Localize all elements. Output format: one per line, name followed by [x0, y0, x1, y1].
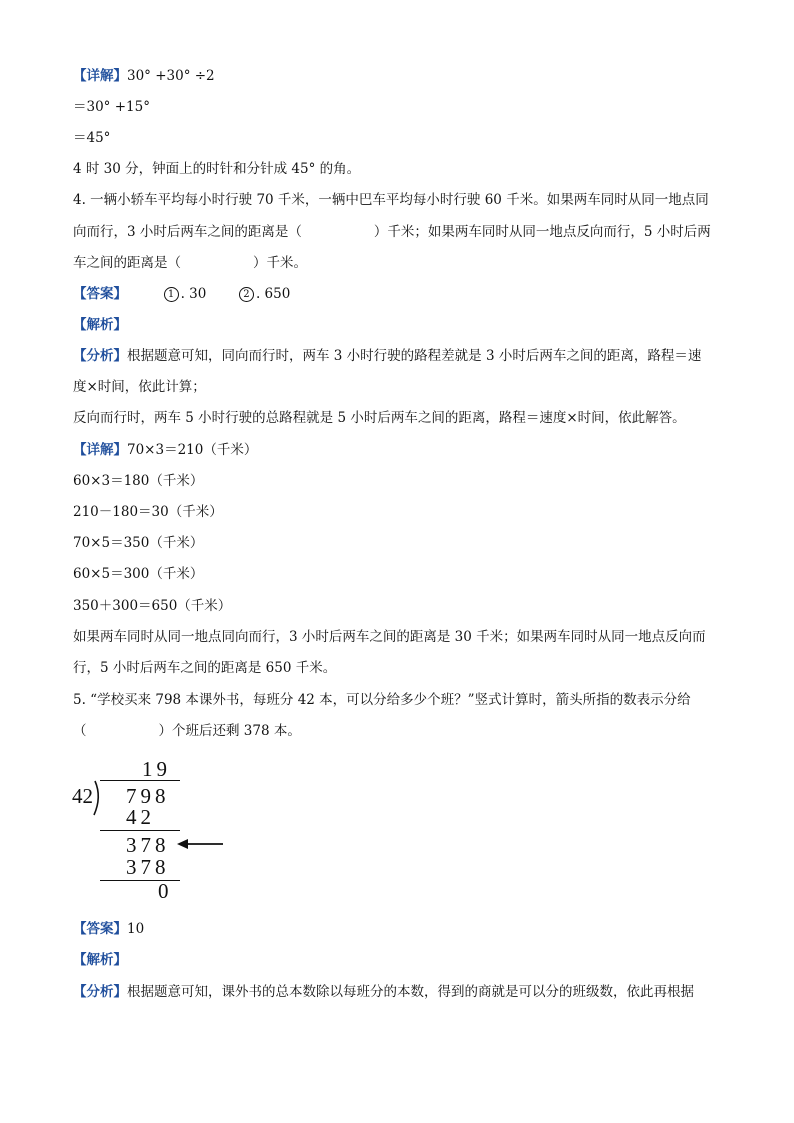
dividend: 798: [126, 784, 170, 808]
answer-value: 10: [127, 921, 145, 937]
detail-line-1: [73, 66, 733, 86]
calc-step: 60×5＝300（千米）: [73, 566, 204, 582]
question-5-line-2: [73, 721, 733, 741]
question-4-text-b: ）千米；如果两车同时从同一地点反向而行，5 小时后两: [373, 224, 711, 240]
divisor: 42: [72, 784, 93, 808]
detail-tag: 【详解】: [73, 442, 127, 458]
answer-value-2: . 650: [255, 286, 291, 302]
analysis-4-line-2: 度×时间，依此计算；: [73, 379, 206, 395]
analysis-heading-5: 【解析】: [73, 952, 127, 968]
analysis-tag: 【分析】: [73, 984, 127, 1000]
detail-tag: 【详解】: [73, 68, 127, 84]
detail-4-line-1: [73, 440, 733, 460]
detail-expression: 30° +30° ÷2: [127, 68, 215, 84]
analysis-text: 根据题意可知，同向而行时，两车 3 小时行驶的路程差就是 3 小时后两车之间的距离，路程＝速: [127, 348, 702, 364]
calc-step: 70×3＝210（千米）: [127, 442, 258, 458]
analysis-4-line-3: 反向而行时，两车 5 小时行驶的总路程就是 5 小时后两车之间的距离，路程＝速度×时间，依此解答。: [73, 410, 686, 426]
question-5-line-1: 5. “学校买来 798 本课外书，每班分 42 本，可以分给多少个班？”竖式计算时，箭头所指的数表示分给: [73, 692, 691, 708]
question-4-line-3: [73, 253, 733, 273]
circled-number-2: 2: [239, 287, 254, 302]
analysis-heading-4: 【解析】: [73, 317, 127, 333]
answer-4: [73, 284, 733, 304]
quotient: 19: [142, 757, 171, 781]
subtraction-line-1: [100, 830, 180, 831]
arrow-left-icon: [176, 836, 224, 852]
calc-step: 350＋300＝650（千米）: [73, 598, 232, 614]
question-4-line-2: [73, 222, 733, 242]
question-4-text-a: 向而行，3 小时后两车之间的距离是（: [73, 224, 302, 240]
question-4-text-c: 车之间的距离是（: [73, 255, 181, 271]
subtrahend-1: 42: [126, 805, 155, 829]
question-4-line-1: 4. 一辆小轿车平均每小时行驶 70 千米，一辆中巴车平均每小时行驶 60 千米。如果两车同时从同一地点同: [73, 192, 709, 208]
analysis-text: 根据题意可知，课外书的总本数除以每班分的本数，得到的商就是可以分的班级数，依此再根据: [127, 984, 694, 1000]
detail-conclusion: 4 时 30 分，钟面上的时针和分针成 45° 的角。: [73, 161, 361, 177]
analysis-5-line-1: [73, 982, 733, 1002]
final-remainder: 0: [158, 879, 173, 903]
answer-tag: 【答案】: [73, 921, 127, 937]
detail-line-3: ＝45°: [73, 130, 111, 146]
analysis-4-line-1: [73, 346, 733, 366]
division-bar: [100, 780, 180, 781]
answer-value-1: . 30: [180, 286, 207, 302]
circled-number-1: 1: [164, 287, 179, 302]
subtrahend-2: 378: [126, 855, 170, 879]
division-bracket: [92, 780, 104, 816]
detail-4-conclusion-1: 如果两车同时从同一地点同向而行，3 小时后两车之间的距离是 30 千米；如果两车同时从同一地点反向而: [73, 629, 706, 645]
calc-step: 210－180＝30（千米）: [73, 504, 223, 520]
answer-tag: 【答案】: [73, 286, 127, 302]
question-5-text-a: （: [73, 723, 87, 739]
detail-line-2: ＝30° +15°: [73, 99, 150, 115]
calc-step: 60×3＝180（千米）: [73, 473, 204, 489]
analysis-tag: 【分析】: [73, 348, 127, 364]
answer-5: [73, 919, 733, 939]
remainder-1: 378: [126, 833, 170, 857]
detail-4-conclusion-2: 行，5 小时后两车之间的距离是 650 千米。: [73, 660, 337, 676]
question-4-text-d: ）千米。: [253, 255, 307, 271]
question-5-text-b: ）个班后还剩 378 本。: [158, 723, 301, 739]
long-division-figure: [72, 756, 232, 906]
calc-step: 70×5＝350（千米）: [73, 535, 204, 551]
